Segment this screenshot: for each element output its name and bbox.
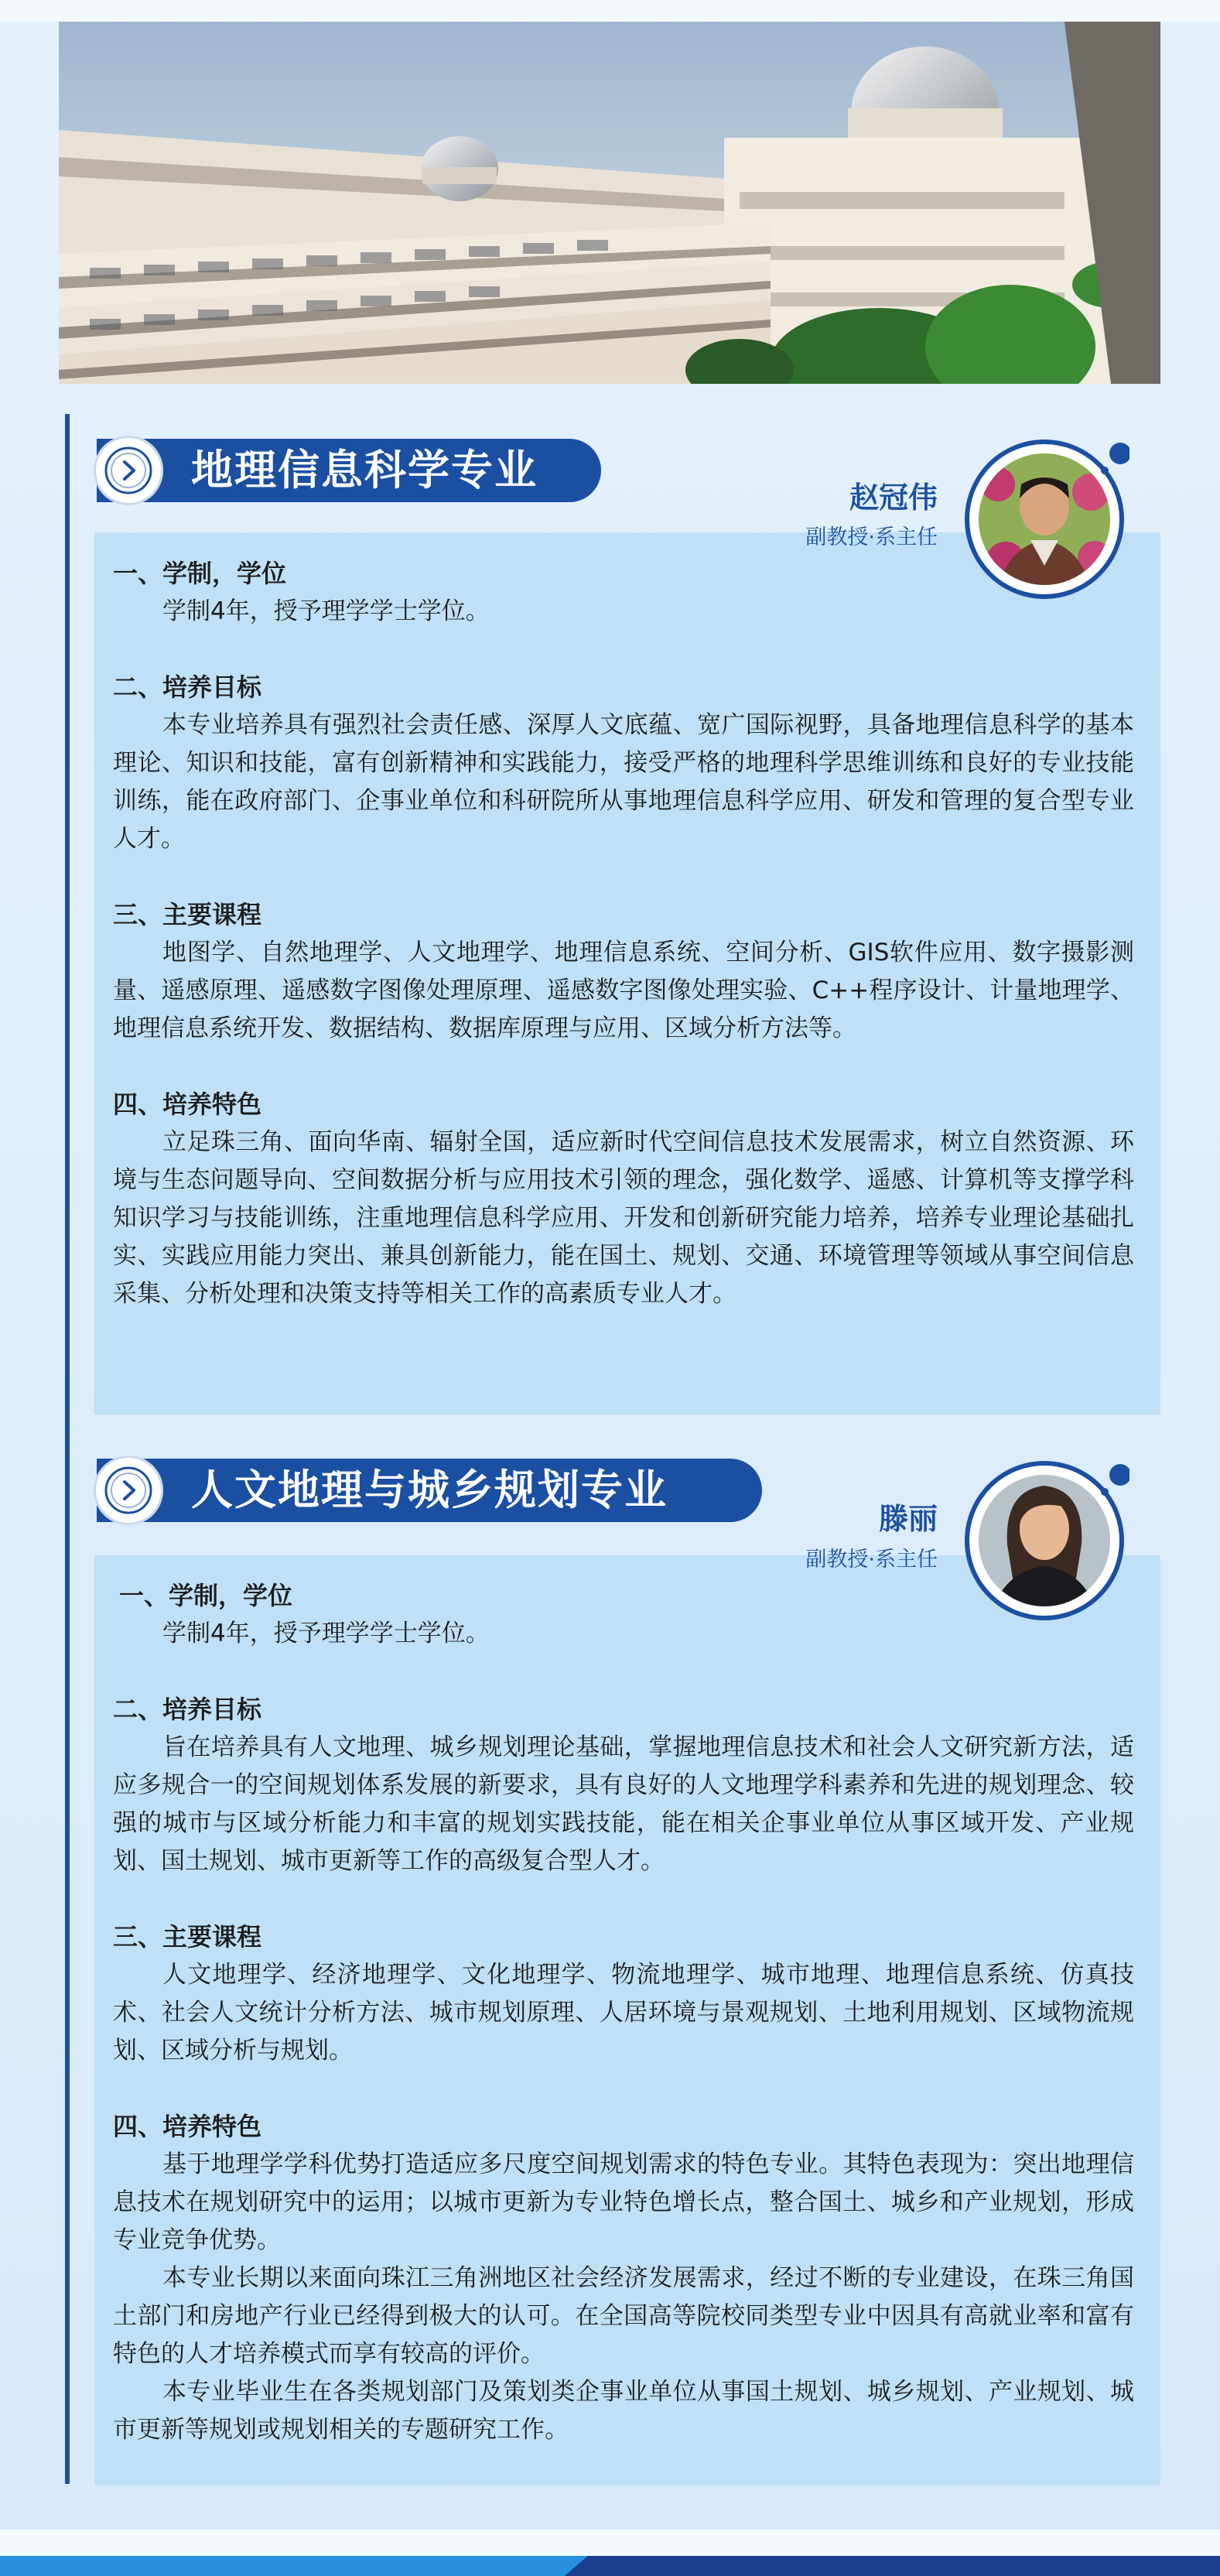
block-heading: 一、学制，学位 [113,559,287,588]
section-left-rule [65,414,70,2484]
section-title: 地理信息科学专业 [191,446,538,494]
footer-bar [0,2530,1220,2576]
block-heading: 三、主要课程 [113,900,262,929]
section-content [113,555,1134,1313]
section-title-bar [97,439,601,502]
block-paragraph: 学制4年，授予理学学士学位。 [162,597,490,625]
section-content [113,1577,1134,2449]
play-circle-icon [94,1456,163,1525]
block-paragraph: 本专业长期以来面向珠江三角洲地区社会经济发展需求，经过不断的专业建设，在珠三角国土部门和房地产行业已经得到极大的认可。在全国高等院校同类型专业中因具有高就业率和富有特色的人才培养模式而享有较高的评价。 [113,2264,1134,2368]
section-title: 人文地理与城乡规划专业 [191,1466,668,1514]
block-paragraph: 学制4年，授予理学学士学位。 [162,1620,490,1647]
block-paragraph: 基于地理学学科优势打造适应多尺度空间规划需求的特色专业。其特色表现为：突出地理信息技术在规划研究中的运用；以城市更新为专业特色增长点，整合国土、城乡和产业规划，形成专业竞争优势。 [113,2150,1134,2254]
block-paragraph: 本专业毕业生在各类规划部门及策划类企事业单位从事国土规划、城乡规划、产业规划、城市更新等规划或规划相关的专题研究工作。 [113,2378,1134,2444]
teacher-role: 副教授·系主任 [805,1548,938,1572]
block-paragraph: 立足珠三角、面向华南、辐射全国，适应新时代空间信息技术发展需求，树立自然资源、环境与生态问题导向、空间数据分析与应用技术引领的理念，强化数学、遥感、计算机等支撑学科知识学习与技能训练，注重地理信息科学应用、开发和创新研究能力培养，培养专业理论基础扎实、实践应用能力突出、兼具创新能力，能在国土、规划、交通、环境管理等领域从事空间信息采集、分析处理和决策支持等相关工作的高素质专业人才。 [113,1128,1134,1308]
top-strip [0,0,1220,22]
section-title-bar [97,1459,762,1522]
block-paragraph: 地图学、自然地理学、人文地理学、地理信息系统、空间分析、GIS软件应用、数字摄影测量、遥感原理、遥感数字图像处理原理、遥感数字图像处理实验、C++程序设计、计量地理学、地理信息系统开发、数据结构、数据库原理与应用、区域分析方法等。 [113,939,1134,1042]
block-heading: 二、培养目标 [113,672,262,702]
teacher-name: 赵冠伟 [849,481,938,515]
block-paragraph: 人文地理学、经济地理学、文化地理学、物流地理学、城市地理、地理信息系统、仿真技术、社会人文统计分析方法、城市规划原理、人居环境与景观规划、土地利用规划、区域物流规划、区域分析与规划。 [113,1961,1134,2065]
block-heading: 三、主要课程 [113,1922,262,1952]
block-paragraph: 旨在培养具有人文地理、城乡规划理论基础，掌握地理信息技术和社会人文研究新方法，适应多规合一的空间规划体系发展的新要求，具有良好的人文地理学科素养和先进的规划理念、较强的城市与区域分析能力和丰富的规划实践技能，能在相关企事业单位从事区域开发、产业规划、国土规划、城市更新等工作的高级复合型人才。 [113,1733,1134,1875]
campus-photo-illustration [59,22,1160,384]
teacher-role: 副教授·系主任 [805,525,938,549]
block-heading: 一、学制，学位 [119,1581,293,1610]
footer-stripe-light [0,2556,588,2576]
campus-photo [59,22,1160,384]
teacher-name: 滕丽 [878,1502,938,1536]
block-heading: 二、培养目标 [113,1695,262,1724]
block-heading: 四、培养特色 [113,1090,262,1119]
play-circle-icon [94,436,163,505]
block-heading: 四、培养特色 [113,2112,262,2141]
block-paragraph: 本专业培养具有强烈社会责任感、深厚人文底蕴、宽广国际视野，具备地理信息科学的基本理论、知识和技能，富有创新精神和实践能力，接受严格的地理科学思维训练和良好的专业技能训练，能在政府部门、企事业单位和科研院所从事地理信息科学应用、研发和管理的复合型专业人才。 [113,711,1134,853]
